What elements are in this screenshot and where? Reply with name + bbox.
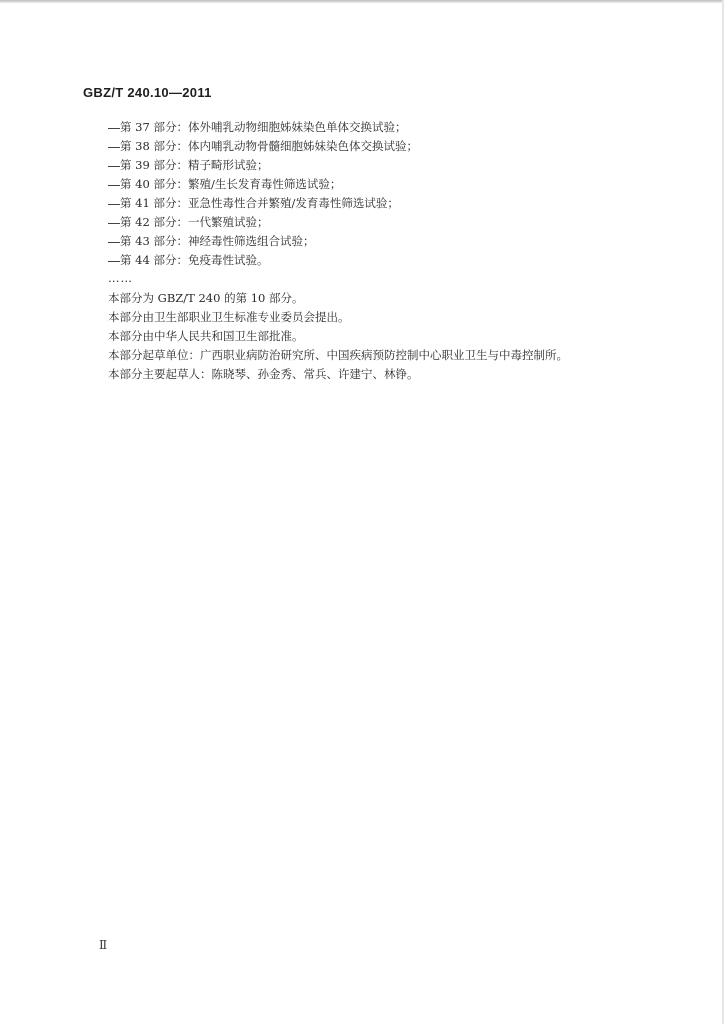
part-item-text: 第 42 部分：一代繁殖试验； xyxy=(120,215,269,229)
part-item-text: 第 40 部分：繁殖/生长发育毒性筛选试验； xyxy=(120,177,342,191)
statement-part-designation: 本部分为 GBZ/T 240 的第 10 部分。 xyxy=(108,291,304,305)
em-dash-bullet xyxy=(108,261,120,262)
part-item-text: 第 44 部分：免疫毒性试验。 xyxy=(120,253,269,267)
part-list-item xyxy=(108,175,418,194)
statement-proposer: 本部分由卫生部职业卫生标准专业委员会提出。 xyxy=(108,310,350,324)
em-dash-bullet xyxy=(108,242,120,243)
em-dash-bullet xyxy=(108,223,120,224)
part-list-item xyxy=(108,194,418,213)
part-list-item xyxy=(108,137,418,156)
statement-approver: 本部分由中华人民共和国卫生部批准。 xyxy=(108,329,304,343)
list-continuation-ellipsis: …… xyxy=(108,271,133,285)
part-list-item xyxy=(108,213,418,232)
em-dash-bullet xyxy=(108,128,120,129)
page-number: Ⅱ xyxy=(99,938,108,952)
statement-drafting-units: 本部分起草单位：广西职业病防治研究所、中国疾病预防控制中心职业卫生与中毒控制所。 xyxy=(108,348,568,362)
statement-drafters: 本部分主要起草人：陈晓琴、孙金秀、常兵、许建宁、林铮。 xyxy=(108,367,419,381)
part-item-text: 第 43 部分：神经毒性筛选组合试验； xyxy=(120,234,315,248)
part-item-text: 第 38 部分：体内哺乳动物骨髓细胞姊妹染色体交换试验； xyxy=(120,139,418,153)
em-dash-bullet xyxy=(108,166,120,167)
em-dash-bullet xyxy=(108,204,120,205)
part-list-item xyxy=(108,156,418,175)
em-dash-bullet xyxy=(108,185,120,186)
part-list-item xyxy=(108,232,418,251)
em-dash-bullet xyxy=(108,147,120,148)
scan-top-edge xyxy=(0,0,724,3)
part-item-text: 第 39 部分：精子畸形试验； xyxy=(120,158,269,172)
part-list-item xyxy=(108,118,418,137)
foreword-statements xyxy=(108,289,568,384)
standard-code-header: GBZ/T 240.10—2011 xyxy=(83,85,212,100)
part-item-text: 第 41 部分：亚急性毒性合并繁殖/发育毒性筛选试验； xyxy=(120,196,399,210)
part-list xyxy=(108,118,418,270)
part-list-item xyxy=(108,251,418,270)
part-item-text: 第 37 部分：体外哺乳动物细胞姊妹染色单体交换试验； xyxy=(120,120,407,134)
